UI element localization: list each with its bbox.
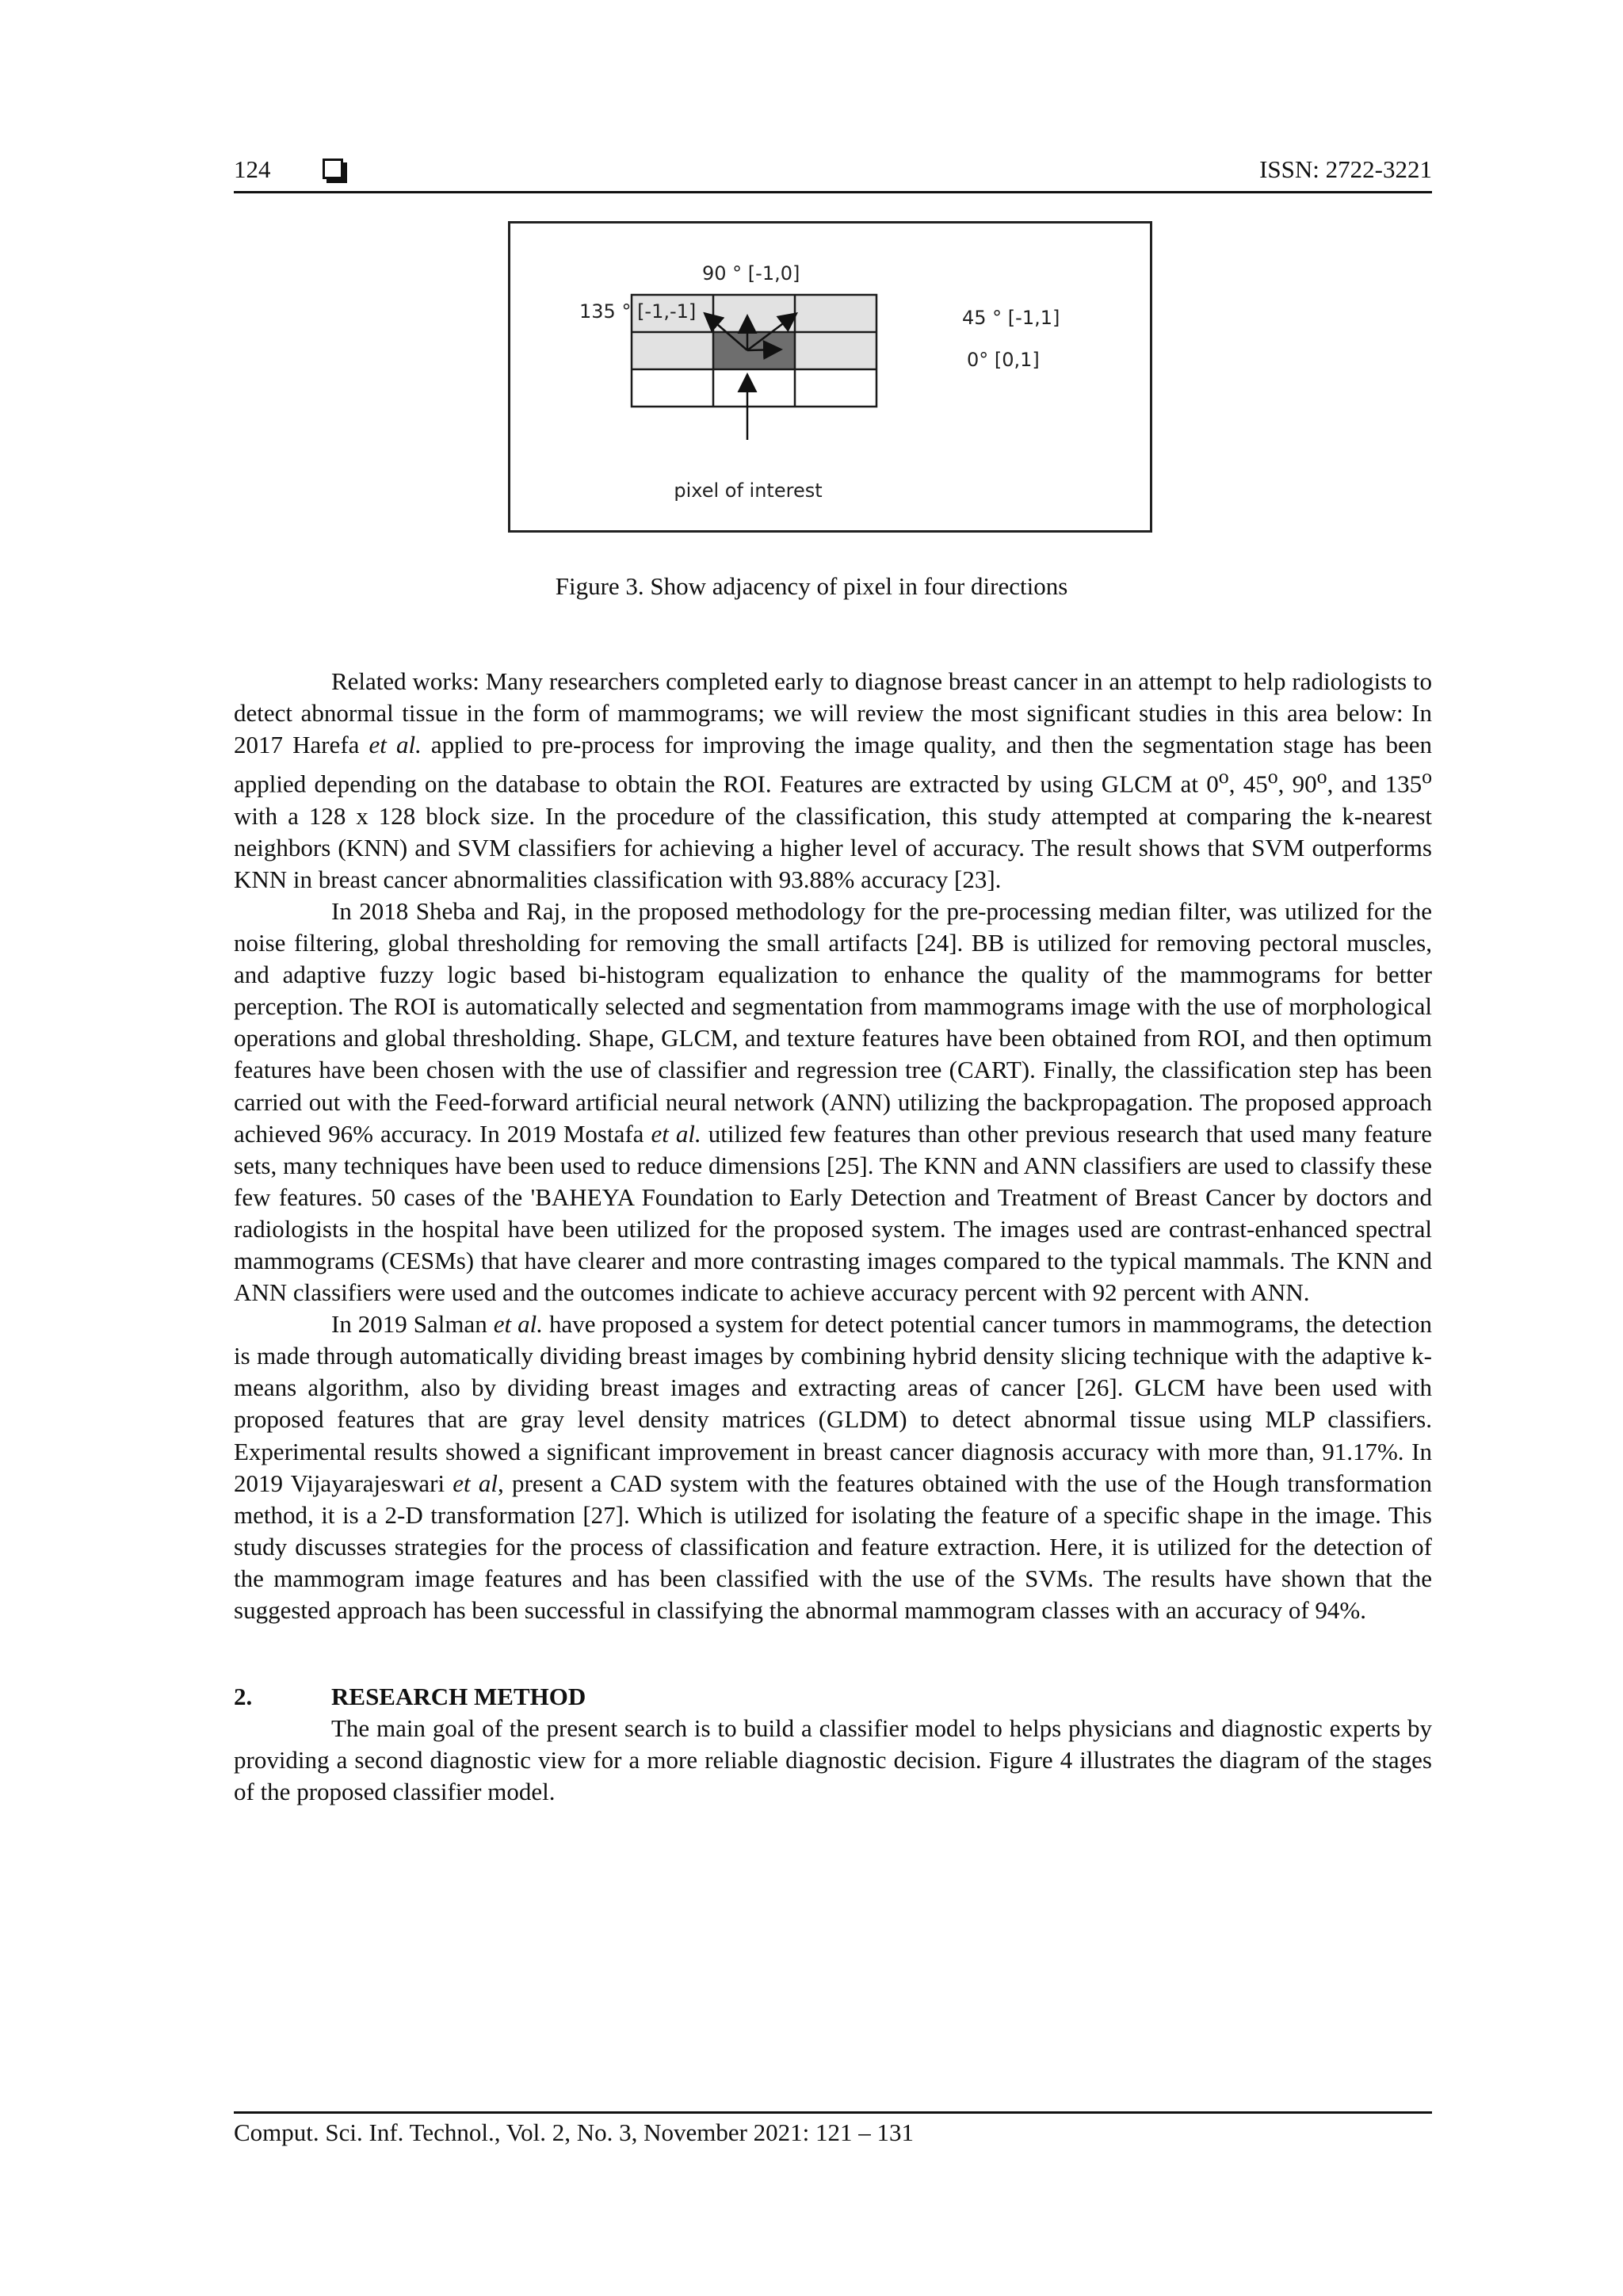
paragraph-sheba-raj: In 2018 Sheba and Raj, in the proposed methodology for the pre-processing median filter, was utilized for the noise filtering, global thresholding for removing the small artifacts [24]. BB is utilized for removing pectoral muscles, and adaptive fuzzy logic based bi-histogram equalization to enhance the quality of the mammograms for better perception. The ROI is automatically selected and segmentation from mammograms image with the use of morphological operations and global thresholding. Shape, GLCM, and texture features have been obtained from ROI, and then optimum features have been chosen with the use of classifier and regression tree (CART). Finally, the classification step has been carried out with the Feed-forward artificial neural network (ANN) utilizing the backpropagation. The proposed approach achieved 96% accuracy. In 2019 Mostafa et al. utilized few features than other previous research that used many feature sets, many techniques have been used to reduce dimensions [25]. The KNN and ANN classifiers are used to classify these few features. 50 cases of the 'BAHEYA Foundation to Early Detection and Treatment of Breast Cancer by doctors and radiologists in the hospital have been utilized for the proposed system. The images used are contrast-enhanced spectral mammograms (CESMs) that have clearer and more contrasting images compared to the typical mammals. The KNN and ANN classifiers were used and the outcomes indicate to achieve accuracy percent with 92 percent with ANN. — [234, 896, 1432, 1307]
paragraph-research-method: The main goal of the present search is to build a classifier model to helps physicians and diagnostic experts by providing a second diagnostic view for a more reliable diagnostic decision. Figure 4 illustrates the diagram of the stages of the proposed classifier model. — [234, 1714, 1432, 1806]
paragraph-salman: In 2019 Salman et al. have proposed a system for detect potential cancer tumors in mammograms, the detection is made through automatically dividing breast images by combining hybrid density slicing technique with the adaptive k-means algorithm, also by dividing breast images and extracting areas of cancer [26]. GLCM have been used with proposed features that are gray level density matrices (GLDM) to detect abnormal tissue using MLP classifiers. Experimental results showed a significant improvement in breast cancer diagnosis accuracy with more than, 91.17%. In 2019 Vijayarajeswari et al, present a CAD system with the features obtained with the use of the Hough transformation method, it is a 2-D transformation [27]. Which is utilized for isolating the feature of a specific shape in the image. This study discusses strategies for the process of classification and feature extraction. Here, it is utilized for the detection of the mammogram image features and has been classified with the use of the SVMs. The results have shown that the suggested approach has been successful in classifying the abnormal mammogram classes with an accuracy of 94%. — [234, 1310, 1432, 1625]
issn-label: ISSN: 2722-3221 — [1259, 155, 1432, 183]
checkbox-square-icon — [323, 159, 343, 179]
header-rule — [234, 191, 1432, 193]
paragraph-related-works: Related works: Many researchers completed early to diagnose breast cancer in an attempt to help radiologists to detect abnormal tissue in the form of mammograms; we will review the most significant studies in this area below: In 2017 Harefa et al. applied to pre-process for improving the image quality, and then the segmentation stage has been applied depending on the database to obtain the ROI. Features are extracted by using GLCM at 0$^o$, 45$^o$, 90$^o$, and 135$^o$ with a 128 x 128 block size. In the procedure of the classification, this study attempted at comparing the k-nearest neighbors (KNN) and SVM classifiers for achieving a higher level of accuracy. The result shows that SVM outperforms KNN in breast cancer abnormalities classification with 93.88% accuracy [23]. — [234, 667, 1433, 893]
label-45: 45 ° [-1,1] — [962, 307, 1060, 329]
label-135: 135 ° [-1,-1] — [579, 300, 697, 323]
main-body — [234, 666, 1432, 1809]
figure-3-pixel-adjacency — [508, 221, 1152, 533]
page-number: 124 — [234, 155, 271, 183]
page-header — [234, 155, 1432, 193]
figure-caption: Figure 3. Show adjacency of pixel in four directions — [555, 572, 1068, 600]
footer-citation: Comput. Sci. Inf. Technol., Vol. 2, No. 3, November 2021: 121 – 131 — [234, 2118, 915, 2146]
label-90: 90 ° [-1,0] — [702, 262, 800, 285]
footer-rule — [234, 2111, 1432, 2114]
section-heading: 2. RESEARCH METHOD — [234, 1683, 586, 1711]
figure-frame — [510, 223, 1151, 532]
label-pixel-of-interest: pixel of interest — [674, 479, 823, 502]
label-0: 0° [0,1] — [967, 349, 1040, 371]
